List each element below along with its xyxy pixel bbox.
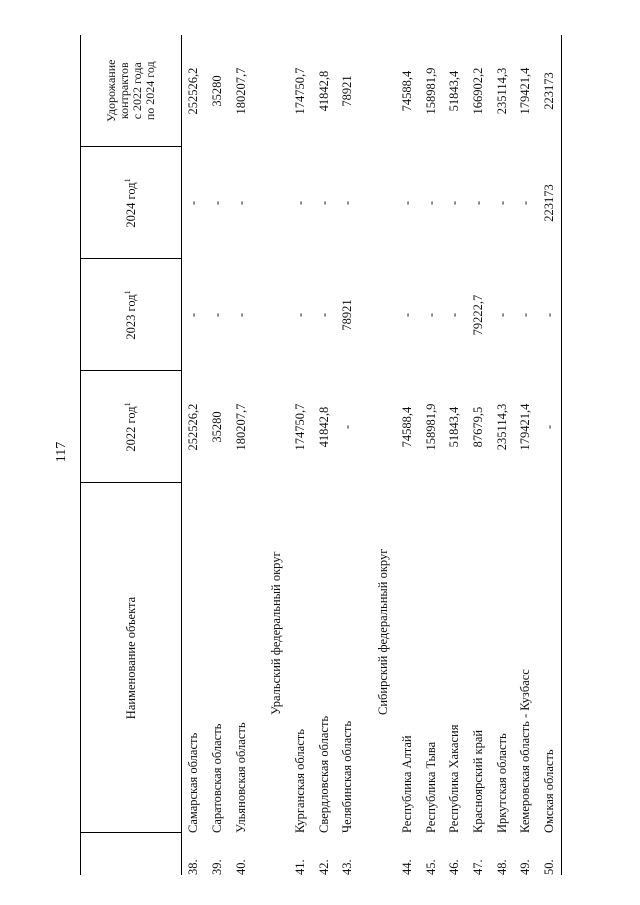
cell-2024: - — [518, 200, 533, 206]
cell-num: 40. — [233, 859, 248, 875]
cell-num: 41. — [293, 859, 308, 875]
table-row — [490, 35, 514, 875]
cell-2022: 179421,4 — [518, 403, 533, 451]
cell-growth: 252526,2 — [186, 67, 201, 115]
cell-num: 49. — [518, 859, 533, 875]
cell-name: Иркутская область — [494, 733, 509, 833]
cell-2022: - — [538, 371, 562, 483]
cell-name: Омская область — [538, 483, 562, 833]
cell-growth: 78921 — [340, 75, 355, 107]
cell-2022: 74588,4 — [399, 406, 414, 448]
table-row — [229, 35, 253, 875]
cell-num: 50. — [538, 833, 562, 875]
cell-name: Курганская область — [293, 729, 308, 833]
cell-2023: 78921 — [340, 299, 355, 331]
contracts-table — [80, 35, 562, 875]
cell-2022: 174750,7 — [293, 403, 308, 451]
header-num — [81, 833, 182, 875]
cell-2023: - — [210, 312, 225, 318]
spacer-row — [253, 35, 265, 875]
cell-2022: 180207,7 — [233, 403, 248, 451]
cell-name: Челябинская область — [340, 720, 355, 833]
cell-growth: 41842,8 — [316, 70, 331, 112]
cell-num: 44. — [399, 859, 414, 875]
cell-num: 42. — [316, 859, 331, 875]
header-name: Наименование объекта — [81, 483, 182, 833]
cell-growth: 235114,3 — [494, 67, 509, 115]
cell-growth: 174750,7 — [293, 67, 308, 115]
cell-growth: 223173 — [538, 35, 562, 147]
spacer-row — [360, 35, 372, 875]
cell-2023: - — [494, 312, 509, 318]
cell-num: 38. — [186, 859, 201, 875]
cell-2022: - — [340, 424, 355, 430]
cell-num: 47. — [470, 859, 485, 875]
cell-2022: 235114,3 — [494, 403, 509, 451]
cell-num: 48. — [494, 859, 509, 875]
cell-name: Ульяновская область — [233, 722, 248, 833]
cell-2024: - — [399, 200, 414, 206]
table-row — [312, 35, 336, 875]
cell-2024: - — [423, 200, 438, 206]
cell-name: Кемеровская область - Кузбасс — [518, 669, 533, 833]
cell-2022: 51843,4 — [447, 406, 462, 448]
district-label: Уральский федеральный округ — [269, 551, 284, 715]
table-row — [289, 35, 313, 875]
header-2023: 2023 год$^1$ — [81, 259, 182, 371]
cell-name: Республика Тыва — [423, 741, 438, 833]
cell-2023: - — [423, 312, 438, 318]
cell-name: Красноярский край — [470, 729, 485, 833]
cell-2023: - — [293, 312, 308, 318]
cell-2023: - — [399, 312, 414, 318]
district-label: Сибирский федеральный округ — [376, 548, 391, 715]
cell-growth: 35280 — [210, 75, 225, 107]
cell-2023: - — [233, 312, 248, 318]
cell-2024: - — [470, 200, 485, 206]
cell-2024: - — [494, 200, 509, 206]
cell-growth: 158981,9 — [423, 67, 438, 115]
cell-num: 46. — [447, 859, 462, 875]
cell-2023: - — [447, 312, 462, 318]
cell-name: Республика Хакасия — [447, 724, 462, 833]
cell-2024: - — [447, 200, 462, 206]
header-growth: Удорожание контрактов с 2022 года по 2024 год — [81, 35, 182, 147]
rotated-table-container — [80, 35, 640, 875]
table-row — [419, 35, 443, 875]
table-row — [336, 35, 360, 875]
cell-2024: 223173 — [538, 147, 562, 259]
cell-name: Республика Алтай — [399, 735, 414, 833]
cell-2023: - — [518, 312, 533, 318]
cell-2022: 158981,9 — [423, 403, 438, 451]
cell-2023: 79222,7 — [470, 294, 485, 336]
page-number: 117 — [54, 441, 69, 463]
cell-2024: - — [293, 200, 308, 206]
cell-2022: 41842,8 — [316, 406, 331, 448]
table-body — [182, 35, 562, 875]
cell-2022: 35280 — [210, 411, 225, 443]
table-row — [467, 35, 491, 875]
cell-name: Саратовская область — [210, 723, 225, 833]
cell-2022: 252526,2 — [186, 403, 201, 451]
cell-num: 39. — [210, 859, 225, 875]
table-row — [182, 35, 206, 875]
header-2024: 2024 год$^1$ — [81, 147, 182, 259]
cell-2022: 87679,5 — [470, 406, 485, 448]
table-row — [538, 35, 562, 875]
cell-2023: - — [538, 259, 562, 371]
cell-2024: - — [340, 200, 355, 206]
table-row — [443, 35, 467, 875]
cell-growth: 51843,4 — [447, 70, 462, 112]
cell-2024: - — [210, 200, 225, 206]
district-row — [265, 35, 289, 875]
header-2022: 2022 год$^1$ — [81, 371, 182, 483]
cell-name: Свердловская область — [316, 715, 331, 833]
district-row — [372, 35, 396, 875]
cell-2023: - — [186, 312, 201, 318]
cell-growth: 74588,4 — [399, 70, 414, 112]
cell-growth: 166902,2 — [470, 67, 485, 115]
cell-name: Самарская область — [186, 732, 201, 833]
table-row — [206, 35, 230, 875]
table-header-row — [81, 35, 182, 875]
cell-2023: - — [316, 312, 331, 318]
cell-2024: - — [186, 200, 201, 206]
cell-num: 45. — [423, 859, 438, 875]
cell-growth: 180207,7 — [233, 67, 248, 115]
cell-num: 43. — [340, 859, 355, 875]
cell-2024: - — [233, 200, 248, 206]
table-row — [514, 35, 538, 875]
cell-growth: 179421,4 — [518, 67, 533, 115]
cell-2024: - — [316, 200, 331, 206]
table-row — [396, 35, 420, 875]
